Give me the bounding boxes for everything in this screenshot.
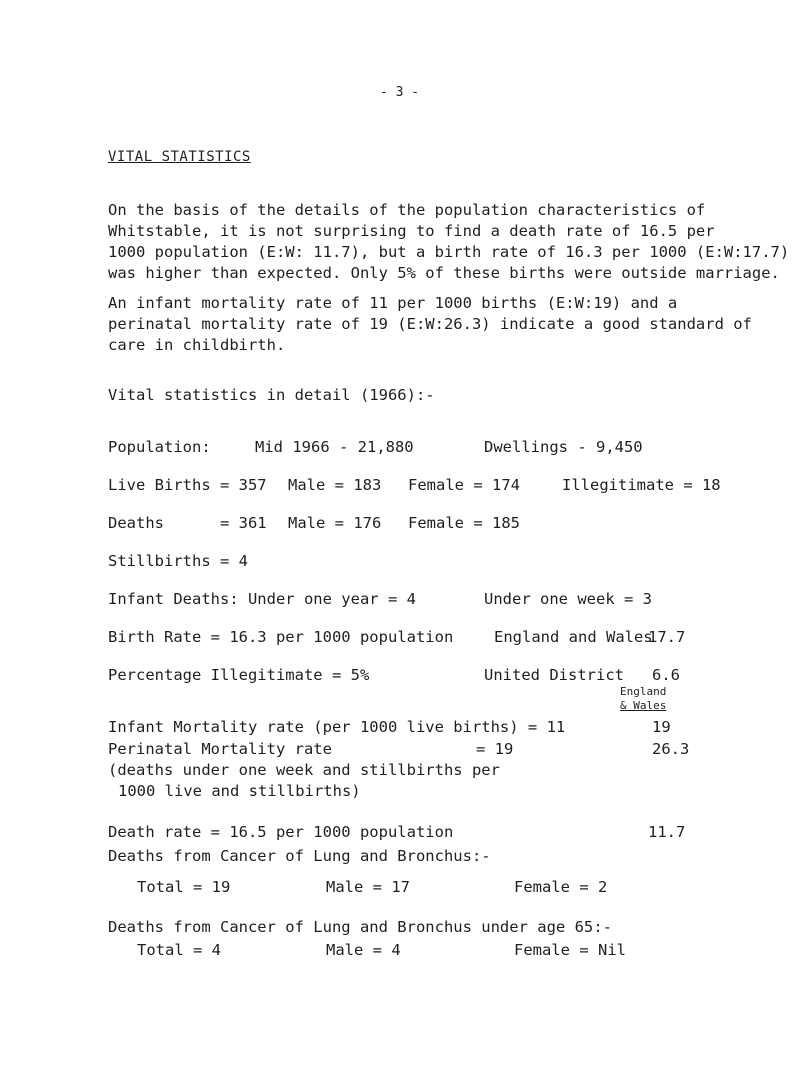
deaths-total: Deaths = 361 [108,514,267,532]
perinatal-ew: 26.3 [652,740,690,758]
dwellings-value: Dwellings - 9,450 [484,438,643,456]
intro-paragraph [108,200,790,284]
column-header-england: England [620,685,667,698]
infant-mortality-ew: 19 [652,718,671,736]
stillbirths: Stillbirths = 4 [108,552,248,570]
birth-rate-ew-label: England and Wales [494,628,653,646]
united-district-value: 6.6 [652,666,680,684]
live-births-male: Male = 183 [288,476,382,494]
column-header-wales: & Wales [620,699,667,712]
population-label: Population: [108,438,211,456]
mortality-line: perinatal mortality rate of 19 (E:W:26.3) indicate a good standard of [108,315,752,333]
lung-cancer-male: Male = 17 [326,878,410,896]
mortality-paragraph [108,293,768,356]
lung-cancer-female: Female = 2 [514,878,608,896]
intro-line: Whitstable, it is not surprising to find a death rate of 16.5 per [108,222,715,240]
perinatal-label: Perinatal Mortality rate [108,740,332,758]
birth-rate: Birth Rate = 16.3 per 1000 population [108,628,454,646]
infant-deaths: Infant Deaths: Under one year = 4 [108,590,416,608]
perinatal-note-1: (deaths under one week and stillbirths per [108,761,500,779]
mortality-line: care in childbirth. [108,336,286,354]
united-district-label: United District [484,666,624,684]
lung-cancer-total: Total = 19 [137,878,231,896]
lung-cancer-under65-total: Total = 4 [137,941,221,959]
population-value: Mid 1966 - 21,880 [255,438,414,456]
infant-mortality-rate: Infant Mortality rate (per 1000 live births) = 11 [108,718,566,736]
live-births-illegitimate: Illegitimate = 18 [562,476,721,494]
section-heading: VITAL STATISTICS [108,149,251,165]
percent-illegitimate: Percentage Illegitimate = 5% [108,666,370,684]
deaths-female: Female = 185 [408,514,520,532]
lung-cancer-heading: Deaths from Cancer of Lung and Bronchus:- [108,847,491,865]
intro-line: 1000 population (E:W: 11.7), but a birth rate of 16.3 per 1000 (E:W:17.7) [108,243,790,261]
death-rate-ew: 11.7 [648,823,686,841]
live-births-total: Live Births = 357 [108,476,267,494]
detail-heading: Vital statistics in detail (1966):- [108,386,435,404]
mortality-line: An infant mortality rate of 11 per 1000 births (E:W:19) and a [108,294,678,312]
intro-line: On the basis of the details of the population characteristics of [108,201,706,219]
lung-cancer-under65-female: Female = Nil [514,941,626,959]
birth-rate-ew-value: 17.7 [648,628,686,646]
infant-deaths-under-week: Under one week = 3 [484,590,652,608]
intro-line: was higher than expected. Only 5% of these births were outside marriage. [108,264,780,282]
perinatal-note-2: 1000 live and stillbirths) [118,782,361,800]
death-rate: Death rate = 16.5 per 1000 population [108,823,454,841]
lung-cancer-under65-male: Male = 4 [326,941,401,959]
perinatal-value: = 19 [476,740,514,758]
page-number: - 3 - [380,85,420,100]
deaths-male: Male = 176 [288,514,382,532]
live-births-female: Female = 174 [408,476,520,494]
lung-cancer-under65-heading: Deaths from Cancer of Lung and Bronchus under age 65:- [108,918,612,936]
